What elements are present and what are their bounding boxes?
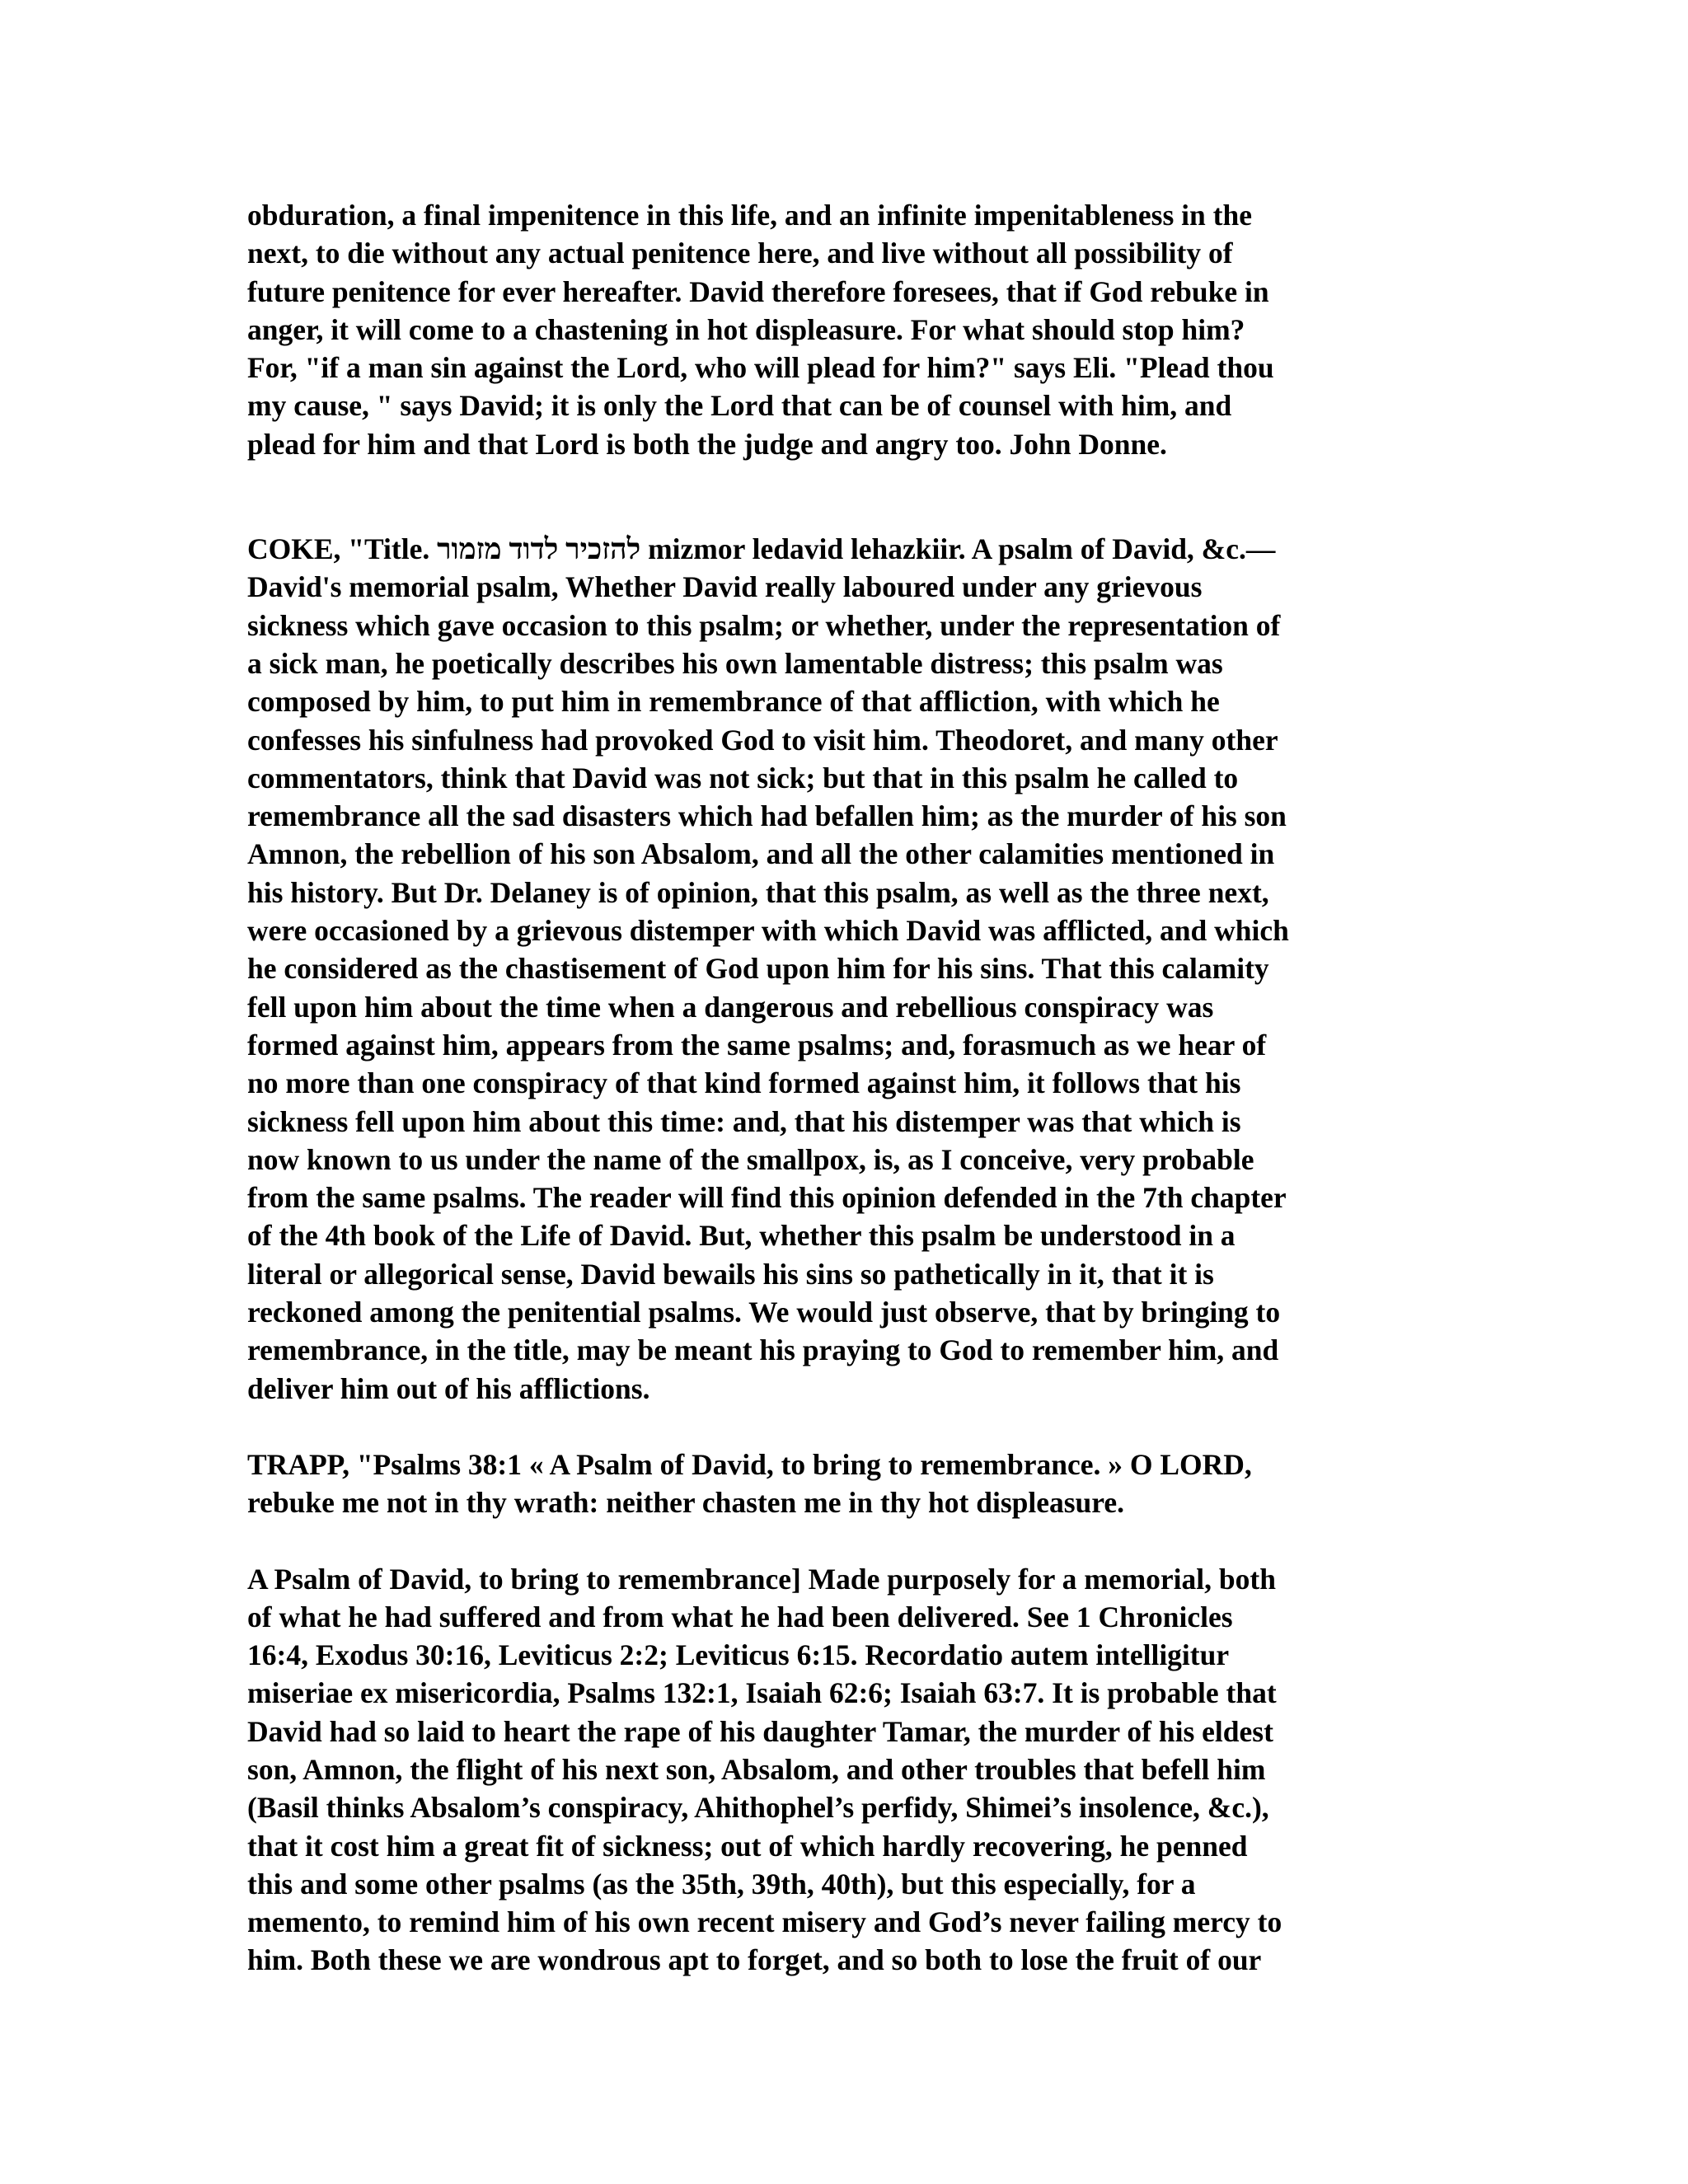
text-line: formed against him, appears from the same psalms; and, forasmuch as we hear of bbox=[247, 1028, 1267, 1062]
text-line: Amnon, the rebellion of his son Absalom, and all the other calamities mentioned in bbox=[247, 837, 1275, 871]
paragraph-donne-quote bbox=[247, 196, 1418, 463]
text-line: of what he had suffered and from what he had been delivered. See 1 Chronicles bbox=[247, 1600, 1233, 1633]
text-line: reckoned among the penitential psalms. We would just observe, that by bringing to bbox=[247, 1296, 1281, 1329]
text-line: 16:4, Exodus 30:16, Leviticus 2:2; Leviticus 6:15. Recordatio autem intelligitur bbox=[247, 1638, 1230, 1672]
text-line: David's memorial psalm, Whether David really laboured under any grievous bbox=[247, 570, 1203, 604]
paragraph-spacer bbox=[247, 1408, 1418, 1446]
text-line: commentators, think that David was not sick; but that in this psalm he called to bbox=[247, 761, 1239, 794]
text-line: David had so laid to heart the rape of his daughter Tamar, the murder of his eldest bbox=[247, 1714, 1273, 1748]
text-line: of the 4th book of the Life of David. But, whether this psalm be understood in a bbox=[247, 1219, 1236, 1253]
text-line: plead for him and that Lord is both the judge and angry too. John Donne. bbox=[247, 427, 1167, 461]
text-line: that it cost him a great fit of sickness; out of which hardly recovering, he penned bbox=[247, 1829, 1248, 1863]
text-line: my cause, " says David; it is only the Lord that can be of counsel with him, and bbox=[247, 389, 1232, 423]
text-line: he considered as the chastisement of God upon him for his sins. That this calamity bbox=[247, 952, 1269, 986]
text-line: him. Both these we are wondrous apt to forget, and so both to lose the fruit of our bbox=[247, 1943, 1262, 1977]
text-line: a sick man, he poetically describes his own lamentable distress; this psalm was bbox=[247, 646, 1223, 680]
text-line: sickness fell upon him about this time: and, that his distemper was that which is bbox=[247, 1104, 1241, 1138]
text-line: sickness which gave occasion to this psalm; or whether, under the representation of bbox=[247, 608, 1281, 642]
text-line: miseriae ex misericordia, Psalms 132:1, Isaiah 62:6; Isaiah 63:7. It is probable that bbox=[247, 1676, 1277, 1710]
text-line: his history. But Dr. Delaney is of opinion, that this psalm, as well as the three next, bbox=[247, 875, 1269, 909]
text-line: obduration, a final impenitence in this life, and an infinite impenitableness in the bbox=[247, 199, 1252, 232]
text-line: A Psalm of David, to bring to remembrance] Made purposely for a memorial, both bbox=[247, 1562, 1276, 1596]
document-page bbox=[247, 196, 1418, 1980]
text-line: composed by him, to put him in remembrance of that affliction, with which he bbox=[247, 685, 1220, 719]
text-line: COKE, "Title. להזכיר לדוד מזמור mizmor ledavid lehazkiir. A psalm of David, &c.— bbox=[247, 532, 1276, 566]
text-line: remembrance all the sad disasters which had befallen him; as the murder of his son bbox=[247, 799, 1287, 833]
text-line: For, "if a man sin against the Lord, who will plead for him?" says Eli. "Plead thou bbox=[247, 351, 1274, 385]
text-line: deliver him out of his afflictions. bbox=[247, 1371, 650, 1405]
text-line: son, Amnon, the flight of his next son, Absalom, and other troubles that befell him bbox=[247, 1752, 1266, 1786]
text-line: now known to us under the name of the smallpox, is, as I conceive, very probable bbox=[247, 1142, 1254, 1176]
text-line: from the same psalms. The reader will find this opinion defended in the 7th chapter bbox=[247, 1181, 1287, 1215]
text-line: this and some other psalms (as the 35th, 39th, 40th), but this especially, for a bbox=[247, 1867, 1196, 1900]
text-line: future penitence for ever hereafter. David therefore foresees, that if God rebuke in bbox=[247, 274, 1269, 308]
text-line: remembrance, in the title, may be meant his praying to God to remember him, and bbox=[247, 1333, 1279, 1367]
paragraph-trapp-commentary bbox=[247, 1560, 1418, 1980]
text-line: next, to die without any actual penitence here, and live without all possibility of bbox=[247, 237, 1233, 270]
text-line: were occasioned by a grievous distemper with which David was afflicted, and which bbox=[247, 914, 1289, 948]
paragraph-trapp-verse bbox=[247, 1446, 1418, 1522]
text-line: confesses his sinfulness had provoked God to visit him. Theodoret, and many other bbox=[247, 723, 1278, 757]
text-line: rebuke me not in thy wrath: neither chasten me in thy hot displeasure. bbox=[247, 1486, 1125, 1520]
text-line: anger, it will come to a chastening in hot displeasure. For what should stop him? bbox=[247, 312, 1245, 346]
text-line: TRAPP, "Psalms 38:1 « A Psalm of David, to bring to remembrance. » O LORD, bbox=[247, 1447, 1252, 1481]
text-line: fell upon him about the time when a dangerous and rebellious conspiracy was bbox=[247, 990, 1214, 1024]
text-line: no more than one conspiracy of that kind formed against him, it follows that his bbox=[247, 1066, 1241, 1100]
text-line: memento, to remind him of his own recent misery and God’s never failing mercy to bbox=[247, 1905, 1282, 1939]
paragraph-coke-commentary bbox=[247, 530, 1418, 1408]
paragraph-spacer bbox=[247, 463, 1418, 530]
text-line: (Basil thinks Absalom’s conspiracy, Ahithophel’s perfidy, Shimei’s insolence, &c.), bbox=[247, 1791, 1269, 1825]
paragraph-spacer bbox=[247, 1522, 1418, 1560]
text-line: literal or allegorical sense, David bewails his sins so pathetically in it, that it is bbox=[247, 1257, 1214, 1291]
